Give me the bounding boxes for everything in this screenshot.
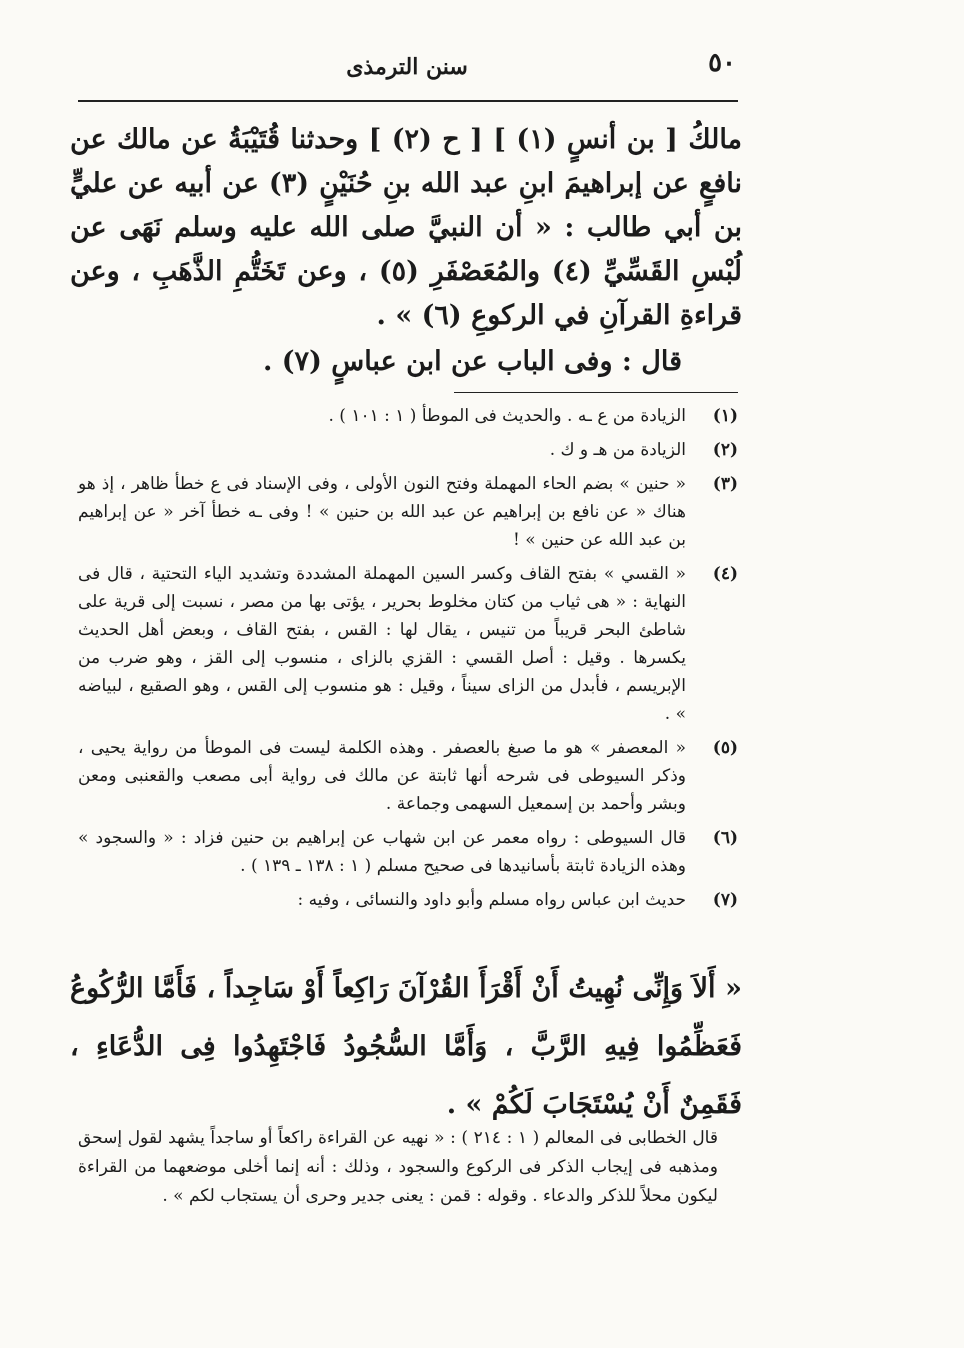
page-number: ٥٠ (708, 48, 736, 78)
hadith-text (70, 118, 742, 338)
hadith-paragraph: مالكُ [ بن أنسٍ (١) ] [ ح (٢) ] وحدثنا قُتَيْبَةُ عن مالك عن نافعٍ عن إبراهيمَ ابنِ عبد الله بنِ حُنَيْنٍ (٣) عن أبيه عن عليٍّ بن أبي طالب : « أن النبيَّ صلى الله عليه وسلم نَهَى عن لُبْسِ القَسِّيِّ (٤) والمُعَصْفَرِ (٥) ، وعن تَخَتُّمِ الذَّهَبِ ، وعن قراءةِ القرآنِ في الركوعِ (٦) » . (70, 124, 743, 331)
qal-line: قال : وفى الباب عن ابن عباسٍ (٧) . (262, 346, 682, 377)
header-rule (78, 100, 738, 102)
footnotes (78, 402, 738, 920)
footnote-4: (٤) « القسي » بفتح القاف وكسر السين المهملة المشددة وتشديد الياء التحتية ، قال فى النهاية : « هى ثياب من كتان مخلوط بحرير ، يؤتى بها من مصر ، نسبت إلى قرية على شاطئ البحر قريباً من تنيس ، يقال لها : القس ، بفتح القاف ، وبعض أهل الحديث يكسرها . وقيل : أصل القسي : القزي بالزاى ، منسوب إلى القز ، وهو ضرب من الإبريسم ، فأبدل من الزاى سيناً ، وقيل : هو منسوب إلى القس ، وهو الصقيع ، لبياضه » . (78, 564, 738, 724)
footnote-2: (٢) الزيادة من هـ و ك . (549, 440, 738, 460)
footnote-3: (٣) « حنين » بضم الحاء المهملة وفتح النون الأولى ، وفى الإسناد فى ع خطأ ظاهر ، إذ هو هناك « عن نافع بن إبراهيم عن عبد الله بن حنين » ! وفى ـه خطأ آخر « عن إبراهيم بن عبد الله عن حنين » ! (78, 474, 738, 550)
running-title: سنن الترمذی (346, 54, 468, 80)
hadith-quote: « أَلاَ وَإِنِّى نُهِيتُ أَنْ أَقْرَأَ القُرْآنَ رَاكِعاً أَوْ سَاجِداً ، فَأَمَّا الرُّكُوعُ فَعَظِّمُوا فِيهِ الرَّبَّ ، وَأَمَّا السُّجُودُ فَاجْتَهِدُوا فِى الدُّعَاءِ ، فَقَمِنٌ أَنْ يُسْتَجَابَ لَكُمْ » . (70, 973, 742, 1120)
footnote-separator (454, 392, 738, 393)
footnote-7: (٧) حديث ابن عباس رواه مسلم وأبو داود والنسائى ، وفيه : (297, 890, 738, 910)
khattabi-note: قال الخطابى فى المعالم ( ١ : ٢١٤ ) : « نهيه عن القراءة راكعاً أو ساجداً يشهد لقول إسحق ومذهبه فى إيجاب الذكر فى الركوع والسجود ، وذلك : أنه إنما أخلى موضعهما من القراءة ليكون محلاً للذكر والدعاء . وقوله : قمن : يعنى جدير وحرى أن يستجاب لكم » . (78, 1128, 718, 1206)
footnote-5: (٥) « المعصفر » هو ما صبغ بالعصفر . وهذه الكلمة ليست فى الموطأ من رواية يحيى ، وذكر السيوطى فى شرحه أنها ثابتة عن مالك فى رواية أبى مصعب والقعنبى ومعن وبشر وأحمد بن إسمعيل السهمى وجماعة . (78, 738, 738, 814)
footnote-1: (١) الزيادة من ع ـه . والحديث فى الموطأ ( ١ : ١٠١ ) . (328, 406, 738, 426)
footnote-6: (٦) قال السيوطى : رواه معمر عن ابن شهاب عن إبراهيم بن حنين فزاد : « والسجود » وهذه الزيادة ثابتة بأسانيدها فى صحيح مسلم ( ١ : ١٣٨ ـ ١٣٩ ) . (78, 828, 738, 876)
page-header (78, 46, 736, 92)
